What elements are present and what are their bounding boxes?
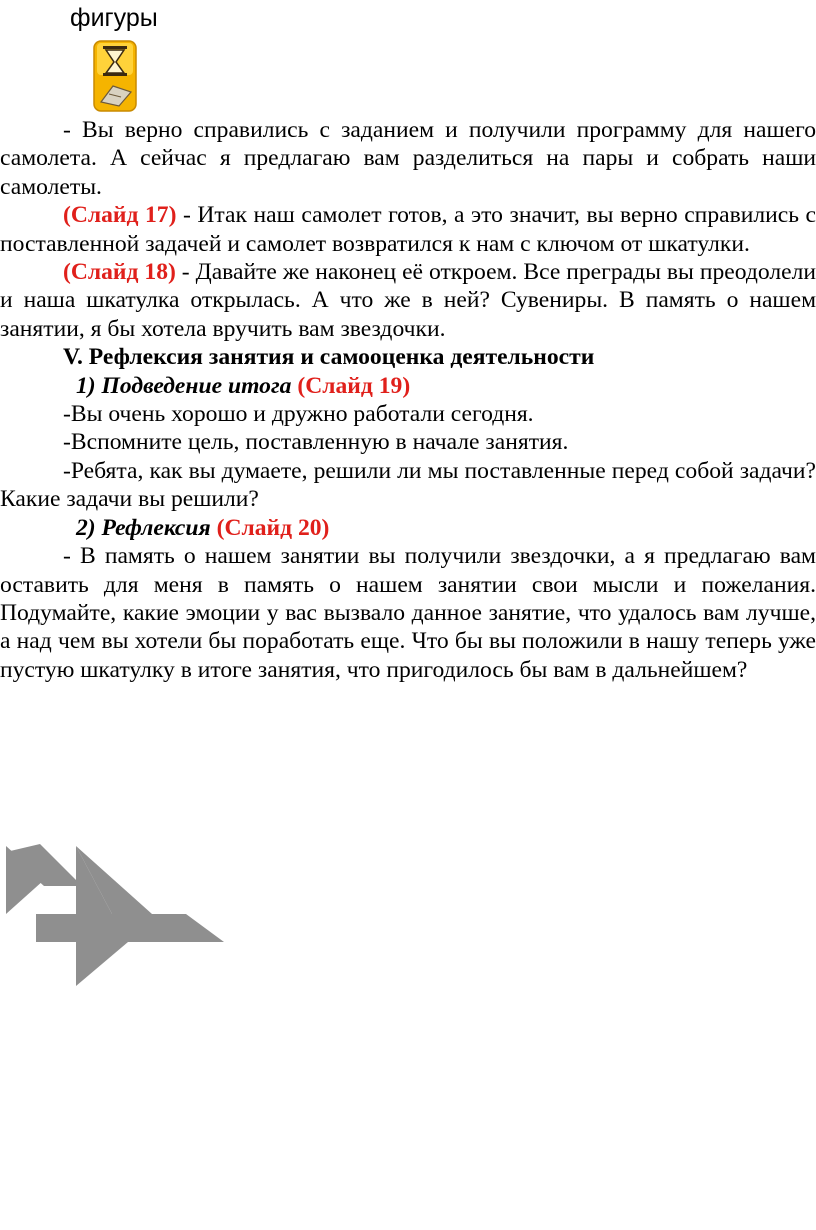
subsection-2-heading: [0, 514, 816, 542]
subsection-2-title: 2) Рефлексия: [76, 514, 211, 541]
line-3: -Ребята, как вы думаете, решили ли мы поставленные перед собой задачи? Какие задачи вы решили?: [0, 457, 816, 513]
paragraph-3-text: - Давайте же наконец её откроем. Все преграды вы преодолели и наша шкатулка открылась. А что же в ней? Сувениры. В память о нашем занятии, я бы хотела вручить вам звездочки.: [0, 259, 816, 342]
figures-heading: фигуры: [70, 4, 158, 32]
paragraph-1: - Вы верно справились с заданием и получили программу для нашего самолета. А сейчас я предлагаю вам разделиться на пары и собрать наши самолеты.: [0, 117, 816, 200]
slide-20-ref: (Слайд 20): [210, 514, 330, 541]
paragraph-2-text: - Итак наш самолет готов, а это значит, вы верно справились с поставленной задачей и самолет возвратился к нам с ключом от шкатулки.: [0, 202, 816, 257]
final-paragraph: - В память о нашем занятии вы получили звездочки, а я предлагаю вам оставить для меня в память о нашем занятии свои мысли и пожелания. Подумайте, какие эмоции у вас вызвало данное занятие, что удалось вам лучше, а над чем вы хотели бы поработать еще. Что бы вы положили в нашу теперь уже пустую шкатулку в итоге занятия, что пригодилось бы вам в дальнейшем?: [0, 543, 816, 683]
paragraph-2: [0, 201, 816, 258]
paragraph-3: [0, 258, 816, 343]
airplane-tangram-icon: [0, 838, 228, 990]
subsection-1-title: 1) Подведение итога: [76, 372, 292, 399]
slide-18-ref: (Слайд 18): [63, 259, 176, 286]
line-2: -Вспомните цель, поставленную в начале занятия.: [63, 429, 569, 456]
slide-17-ref: (Слайд 17): [63, 202, 177, 229]
section-title: V. Рефлексия занятия и самооценка деятельности: [63, 344, 595, 371]
hourglass-icon: [91, 40, 139, 112]
line-1: -Вы очень хорошо и дружно работали сегодня.: [63, 401, 534, 428]
slide-19-ref: (Слайд 19): [291, 372, 411, 399]
lesson-text: [0, 116, 816, 684]
subsection-1-heading: [0, 372, 816, 400]
